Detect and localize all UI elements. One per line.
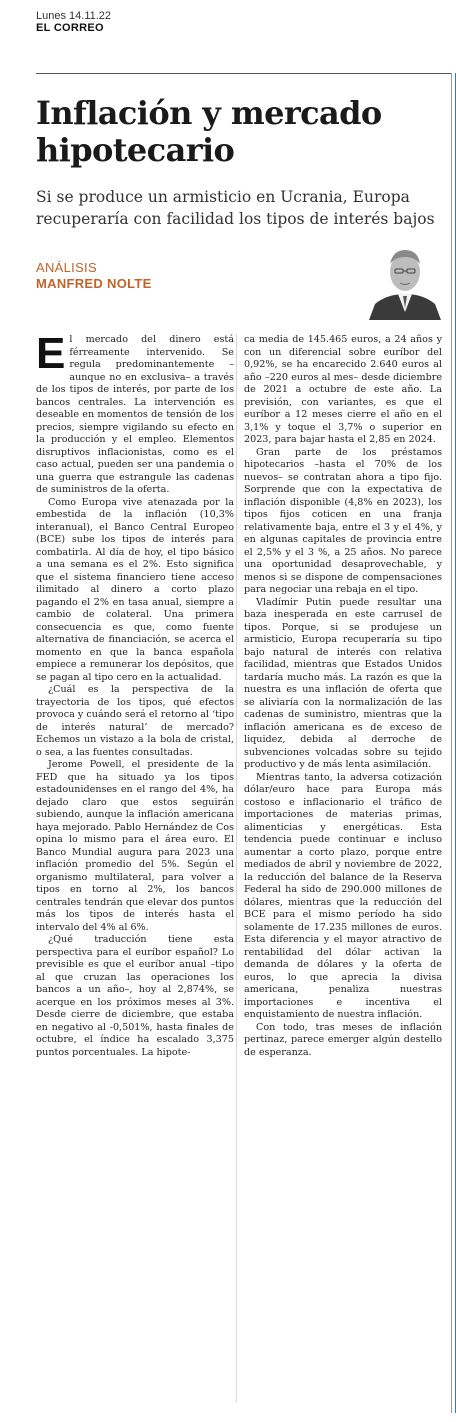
author-name: MANFRED NOLTE	[36, 276, 152, 291]
headline: Inflación y mercado hipotecario	[36, 94, 382, 169]
top-rule	[36, 73, 451, 74]
masthead	[36, 10, 111, 34]
drop-cap: E	[36, 329, 66, 378]
paragraph: Gran parte de los préstamos hipotecarios –hasta el 70% de los nuevos– se contratan ahora a tipo fijo. Sorprende que con la expectativa de inflación disponible (4,8% en 2023), los tipos fijos coticen en una franja relativamente baja, entre el 3 y el 4%, y en algunas capitales de provincia entre el 2,5% y el 3 %, a 25 años. No parece una oportunidad desaprovechable, y menos si se dispone de compensaciones para negociar una rebaja en el tipo.	[244, 446, 442, 595]
paragraph: Como Europa vive atenazada por la embestida de la inflación (10,3% interanual), el Banco Central Europeo (BCE) sube los tipos de interés para combatirla. Al día de hoy, el tipo básico a una semana es el 2%. Esto significa que el sistema financiero tiene acceso ilimitado al dinero a corto plazo pagando el 2% en tasa anual, siempre a cambio de colateral. Una primera consecuencia es que, como fuente alternativa de financiación, se acerca el momento en que la banca española empiece a remunerar los depósitos, que se pagan al tipo cero en la actualidad.	[36, 496, 234, 683]
subtitle: Si se produce un armisticio en Ucrania, Europa recuperaría con facilidad los tipos de interés bajos	[36, 188, 435, 228]
article-column-1	[36, 329, 234, 1059]
paragraph: El mercado del dinero está férreamente intervenido. Se regula predominantemente –aunque no en exclusiva– a través de los tipos de interés, por parte de los bancos centrales. La intervención es deseable en momentos de tensión de los precios, siempre vigilando su efecto en la producción y el empleo. Elementos disruptivos inflacionistas, como es el caso actual, pueden ser una pandemia o una guerra que estrangule las cadenas de suministros de la oferta.	[36, 329, 234, 495]
right-rule	[451, 73, 452, 1413]
paragraph: Jerome Powell, el presidente de la FED que ha situado ya los tipos estadounidenses en el rango del 4%, ha dejado claro que estos seguirán subiendo, aunque la inflación americana haya mejorado. Pablo Hernández de Cos opina lo mismo para el área euro. El Banco Mundial augura para 2023 una inflación promedio del 5%. Según el organismo multilateral, para volver a tipos en torno al 2%, los bancos centrales tendrán que elevar dos puntos más los tipos de interés hasta el intervalo del 4% al 6%.	[36, 759, 234, 933]
newspaper-name: EL CORREO	[36, 22, 104, 35]
paragraph: ca media de 145.465 euros, a 24 años y con un diferencial sobre euríbor del 0,92%, se ha encarecido 2.640 euros al año –220 euros al mes– desde diciembre de 2021 a octubre de este año. La previsión, con variantes, es que el euríbor a 12 meses cierre el año en el 3,1% y toque el 3,7% o superior en 2023, para bajar hasta el 2,85 en 2024.	[244, 334, 442, 445]
edition-date: Lunes 14.11.22	[36, 10, 112, 22]
paragraph: Vladímir Putin puede resultar una baza inesperada en este carrusel de tipos. Porque, si se produjese un armisticio, Europa recuperaría su tipo bajo natural de interés con relativa facilidad, mientras que Estados Unidos tardaría mucho más. La razón es que la nuestra es una inflación de oferta que se aliviaría con la normalización de las cadenas de suministro, mientras que la inflación americana es de exceso de liquidez, debida al derroche de subvenciones volcadas sobre su tejido productivo y de más lenta asimilación.	[244, 596, 442, 770]
paragraph: ¿Cuál es la perspectiva de la trayectoria de los tipos, qué efectos provoca y cuándo será el retorno al ‘tipo de interés natural’ de mercado? Echemos un vistazo a la bola de cristal, o sea, a las fuentes consultadas.	[36, 684, 234, 758]
column-divider	[236, 334, 237, 1402]
article-column-2	[244, 334, 442, 1059]
paragraph: Mientras tanto, la adversa cotización dólar/euro hace para Europa más costoso e inflacionario el tráfico de importaciones de materias primas, alimenticias y energéticas. Esta tendencia puede continuar e incluso aumentar a corto plazo, porque entre mediados de abril y noviembre de 2022, la reducción del balance de la Reserva Federal ha sido de 290.000 millones de dólares, mientras que la reducción del BCE para el mismo período ha sido solamente de 17.235 millones de euros. Esta diferencia y el mayor atractivo de rentabilidad del dólar activan la demanda de dólares y la oferta de euros, lo que aprecia la divisa americana, penaliza nuestras importaciones e incentiva el enquistamiento de nuestra inflación.	[244, 771, 442, 1020]
paragraph: Con todo, tras meses de inflación pertinaz, parece emerger algún destello de esperanza.	[244, 1021, 442, 1058]
article-body	[36, 329, 442, 1059]
author-portrait	[365, 238, 445, 320]
section-label: ANÁLISIS	[36, 260, 97, 275]
paragraph: ¿Qué traducción tiene esta perspectiva para el euríbor español? Lo previsible es que el euríbor anual –tipo al que cruzan las operaciones los bancos a un año–, hoy al 2,874%, se acerque en los próximos meses al 3%. Desde cierre de diciembre, que estaba en negativo al -0,501%, hasta finales de octubre, el índice ha escalado 3,375 puntos porcentuales. La hipote-	[36, 934, 234, 1058]
